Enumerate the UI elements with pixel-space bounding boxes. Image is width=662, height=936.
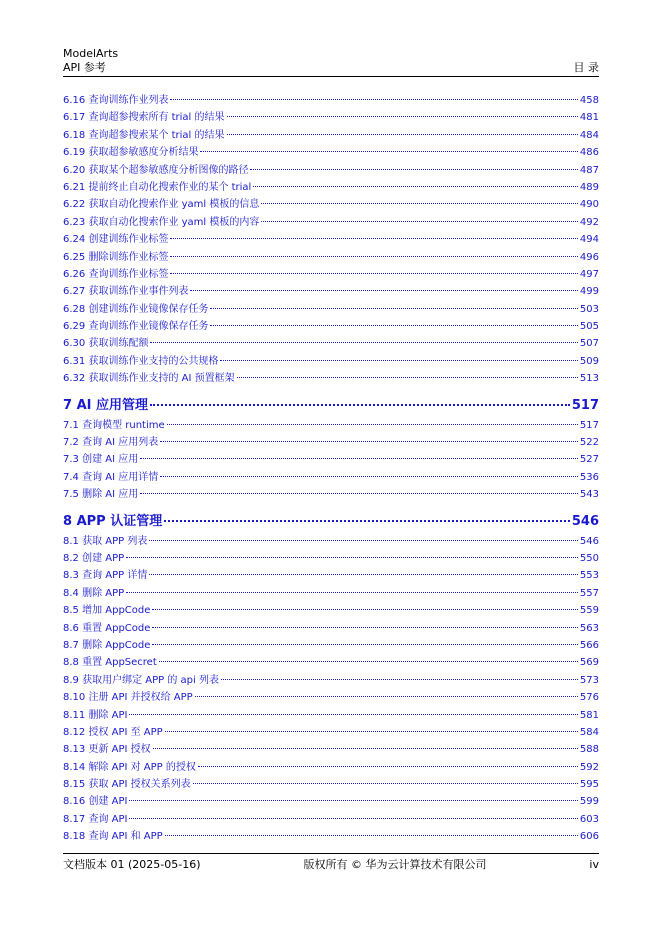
toc-leader-dots: [160, 441, 578, 442]
toc-entry-link[interactable]: [63, 162, 599, 179]
toc-entry-page: 536: [579, 471, 599, 483]
toc-entry-link[interactable]: [63, 231, 599, 248]
toc-leader-dots: [129, 714, 577, 715]
copyright-notice: 版权所有 © 华为云计算技术有限公司: [303, 858, 487, 871]
toc-entry-page: 595: [579, 779, 599, 791]
toc-leader-dots: [190, 290, 577, 291]
toc-entry-title: 6.22 获取自动化搜索作业 yaml 模板的信息: [63, 199, 260, 211]
toc-entry-page: 505: [579, 321, 599, 333]
toc-entry-title: 6.17 查询超参搜索所有 trial 的结果: [63, 112, 225, 124]
toc-leader-dots: [129, 800, 577, 801]
toc-leader-dots: [237, 377, 578, 378]
toc-entry-link[interactable]: [63, 318, 599, 335]
toc-entry-page: 458: [579, 95, 599, 106]
toc-entry-page: 550: [579, 552, 599, 564]
toc-entry-link[interactable]: [63, 793, 599, 810]
toc-entry-title: 6.24 创建训练作业标签: [63, 234, 169, 246]
toc-entry-link[interactable]: [63, 550, 599, 567]
toc-entry-title: 8.4 删除 APP: [63, 587, 125, 599]
toc-entry-title: 6.26 查询训练作业标签: [63, 268, 169, 280]
toc-entry-page: 513: [579, 373, 599, 385]
toc-entry-title: 8.16 创建 API: [63, 796, 128, 808]
toc-entry-title: 8.2 创建 APP: [63, 552, 125, 564]
toc-entry-page: 517: [571, 397, 599, 413]
page-number: iv: [589, 858, 599, 871]
toc-leader-dots: [250, 169, 577, 170]
toc-entry-title: 6.16 查询训练作业列表: [63, 95, 169, 106]
toc-leader-dots: [210, 308, 577, 309]
toc-entry-link[interactable]: [63, 707, 599, 724]
toc-entry-link[interactable]: [63, 109, 599, 126]
toc-entry-link[interactable]: [63, 266, 599, 283]
toc-entry-link[interactable]: [63, 724, 599, 741]
toc-entry-page: 573: [579, 674, 599, 686]
toc-leader-dots: [170, 238, 577, 239]
product-name: ModelArts: [63, 47, 119, 60]
toc-entry-link[interactable]: [63, 533, 599, 550]
toc-entry-link[interactable]: [63, 469, 599, 486]
toc-entry-page: 576: [579, 692, 599, 704]
toc-leader-dots: [149, 540, 578, 541]
toc-leader-dots: [253, 186, 578, 187]
toc-entry-title: 6.28 创建训练作业镜像保存任务: [63, 303, 209, 315]
toc-chapter-link[interactable]: [63, 510, 599, 533]
toc-entry-link[interactable]: [63, 741, 599, 758]
toc-entry-page: 546: [579, 535, 599, 547]
toc-entry-page: 559: [579, 605, 599, 617]
toc-leader-dots: [164, 520, 570, 522]
toc-entry-page: 487: [579, 164, 599, 176]
toc-entry-page: 490: [579, 199, 599, 211]
toc-entry-title: 6.30 获取训练配额: [63, 338, 149, 350]
toc-entry-link[interactable]: [63, 776, 599, 793]
toc-entry-link[interactable]: [63, 585, 599, 602]
toc-entry-page: 553: [579, 570, 599, 582]
toc-entry-title: 8.12 授权 API 至 APP: [63, 726, 163, 738]
document-title: API 参考: [63, 61, 106, 74]
toc-leader-dots: [261, 221, 578, 222]
toc-leader-dots: [152, 627, 578, 628]
toc-leader-dots: [149, 574, 578, 575]
toc-leader-dots: [227, 116, 578, 117]
toc-entry-link[interactable]: [63, 92, 599, 109]
toc-entry-link[interactable]: [63, 434, 599, 451]
toc-leader-dots: [165, 835, 578, 836]
toc-entry-title: 6.23 获取自动化搜索作业 yaml 模板的内容: [63, 216, 260, 228]
toc-entry-page: 494: [579, 234, 599, 246]
toc-entry-link[interactable]: [63, 196, 599, 213]
toc-leader-dots: [159, 661, 578, 662]
toc-entry-page: 489: [579, 181, 599, 193]
toc-leader-dots: [170, 273, 577, 274]
toc-entry-link[interactable]: [63, 214, 599, 231]
toc-entry-link[interactable]: [63, 567, 599, 584]
toc-entry-page: 584: [579, 726, 599, 738]
toc-entry-link[interactable]: [63, 249, 599, 266]
toc-entry-link[interactable]: [63, 486, 599, 503]
toc-leader-dots: [150, 342, 577, 343]
page-footer: [63, 853, 599, 873]
toc-entry-page: 499: [579, 286, 599, 298]
toc-entry-title: 7.3 创建 AI 应用: [63, 454, 139, 466]
toc-entry-title: 7.4 查询 AI 应用详情: [63, 471, 159, 483]
toc-entry-title: 6.19 获取超参敏感度分析结果: [63, 147, 199, 159]
toc-entry-title: 8.3 查询 APP 详情: [63, 570, 148, 582]
toc-entry-link[interactable]: [63, 602, 599, 619]
table-of-contents: [63, 92, 599, 846]
toc-entry-link[interactable]: [63, 127, 599, 144]
toc-entry-link[interactable]: [63, 179, 599, 196]
toc-entry-link[interactable]: [63, 451, 599, 468]
toc-entry-page: 492: [579, 216, 599, 228]
toc-entry-page: 606: [579, 831, 599, 843]
toc-entry-link[interactable]: [63, 301, 599, 318]
toc-entry-link[interactable]: [63, 689, 599, 706]
toc-leader-dots: [200, 151, 577, 152]
toc-entry-title: 8.15 获取 API 授权关系列表: [63, 779, 191, 791]
toc-entry-link[interactable]: [63, 417, 599, 434]
toc-leader-dots: [140, 493, 578, 494]
toc-leader-dots: [140, 458, 578, 459]
toc-leader-dots: [129, 818, 577, 819]
toc-entry-title: 8.18 查询 API 和 APP: [63, 831, 163, 843]
toc-entry-page: 517: [579, 419, 599, 431]
toc-leader-dots: [167, 424, 578, 425]
toc-chapter-link[interactable]: [63, 394, 599, 417]
toc-leader-dots: [170, 99, 577, 100]
toc-leader-dots: [160, 476, 578, 477]
toc-entry-page: 507: [579, 338, 599, 350]
toc-entry-link[interactable]: [63, 283, 599, 300]
toc-entry-page: 509: [579, 355, 599, 367]
toc-entry-page: 557: [579, 587, 599, 599]
toc-entry-page: 599: [579, 796, 599, 808]
toc-leader-dots: [261, 203, 578, 204]
toc-leader-dots: [193, 783, 578, 784]
toc-entry-title: 6.32 获取训练作业支持的 AI 预置框架: [63, 373, 235, 385]
toc-entry-page: 486: [579, 147, 599, 159]
toc-entry-page: 481: [579, 112, 599, 124]
toc-entry-link[interactable]: [63, 811, 599, 828]
toc-entry-link[interactable]: [63, 672, 599, 689]
toc-entry-page: 496: [579, 251, 599, 263]
page-header: [63, 47, 599, 77]
toc-entry-link[interactable]: [63, 620, 599, 637]
toc-entry-title: 8 APP 认证管理: [63, 513, 163, 529]
toc-entry-link[interactable]: [63, 828, 599, 845]
toc-entry-link[interactable]: [63, 144, 599, 161]
toc-entry-title: 8.14 解除 API 对 APP 的授权: [63, 761, 196, 773]
toc-entry-title: 8.5 增加 AppCode: [63, 605, 151, 617]
toc-entry-title: 6.20 获取某个超参敏感度分析图像的路径: [63, 164, 249, 176]
toc-entry-page: 563: [579, 622, 599, 634]
toc-entry-page: 497: [579, 268, 599, 280]
toc-entry-title: 7 AI 应用管理: [63, 397, 148, 413]
toc-entry-page: 592: [579, 761, 599, 773]
toc-entry-title: 8.1 获取 APP 列表: [63, 535, 148, 547]
toc-leader-dots: [227, 134, 578, 135]
toc-entry-title: 6.25 删除训练作业标签: [63, 251, 169, 263]
toc-entry-page: 546: [571, 513, 599, 529]
toc-leader-dots: [165, 731, 578, 732]
toc-entry-title: 7.5 删除 AI 应用: [63, 489, 139, 501]
toc-entry-title: 8.8 重置 AppSecret: [63, 657, 157, 669]
toc-entry-link[interactable]: [63, 654, 599, 671]
section-title: 目 录: [573, 61, 599, 74]
toc-entry-title: 6.18 查询超参搜索某个 trial 的结果: [63, 129, 225, 141]
toc-entry-title: 8.13 更新 API 授权: [63, 744, 151, 756]
toc-leader-dots: [221, 679, 578, 680]
toc-entry-link[interactable]: [63, 637, 599, 654]
toc-entry-page: 522: [579, 437, 599, 449]
toc-entry-link[interactable]: [63, 335, 599, 352]
toc-entry-link[interactable]: [63, 370, 599, 387]
toc-entry-page: 484: [579, 129, 599, 141]
toc-leader-dots: [170, 256, 577, 257]
toc-entry-link[interactable]: [63, 353, 599, 370]
toc-entry-title: 8.11 删除 API: [63, 709, 128, 721]
toc-leader-dots: [198, 766, 578, 767]
toc-entry-title: 8.6 重置 AppCode: [63, 622, 151, 634]
document-version: 文档版本 01 (2025-05-16): [63, 858, 201, 871]
toc-entry-page: 588: [579, 744, 599, 756]
toc-entry-title: 6.31 获取训练作业支持的公共规格: [63, 355, 219, 367]
toc-entry-page: 527: [579, 454, 599, 466]
header-rule: [63, 76, 599, 77]
toc-entry-page: 503: [579, 303, 599, 315]
toc-leader-dots: [150, 404, 570, 406]
toc-entry-page: 603: [579, 813, 599, 825]
toc-leader-dots: [152, 644, 578, 645]
toc-entry-title: 6.29 查询训练作业镜像保存任务: [63, 321, 209, 333]
toc-leader-dots: [152, 609, 578, 610]
toc-entry-title: 8.17 查询 API: [63, 813, 128, 825]
toc-entry-title: 8.10 注册 API 并授权给 APP: [63, 692, 193, 704]
toc-entry-page: 566: [579, 639, 599, 651]
toc-entry-page: 581: [579, 709, 599, 721]
toc-entry-title: 7.1 查询模型 runtime: [63, 419, 165, 431]
toc-entry-title: 8.9 获取用户绑定 APP 的 api 列表: [63, 674, 219, 686]
toc-leader-dots: [126, 557, 578, 558]
toc-entry-title: 7.2 查询 AI 应用列表: [63, 437, 159, 449]
toc-leader-dots: [210, 325, 577, 326]
toc-entry-title: 6.27 获取训练作业事件列表: [63, 286, 189, 298]
toc-leader-dots: [220, 360, 577, 361]
toc-entry-title: 6.21 提前终止自动化搜索作业的某个 trial: [63, 181, 252, 193]
toc-leader-dots: [195, 696, 578, 697]
toc-entry-page: 543: [579, 489, 599, 501]
toc-leader-dots: [153, 748, 578, 749]
toc-entry-link[interactable]: [63, 759, 599, 776]
toc-leader-dots: [126, 592, 578, 593]
toc-entry-page: 569: [579, 657, 599, 669]
toc-entry-title: 8.7 删除 AppCode: [63, 639, 151, 651]
